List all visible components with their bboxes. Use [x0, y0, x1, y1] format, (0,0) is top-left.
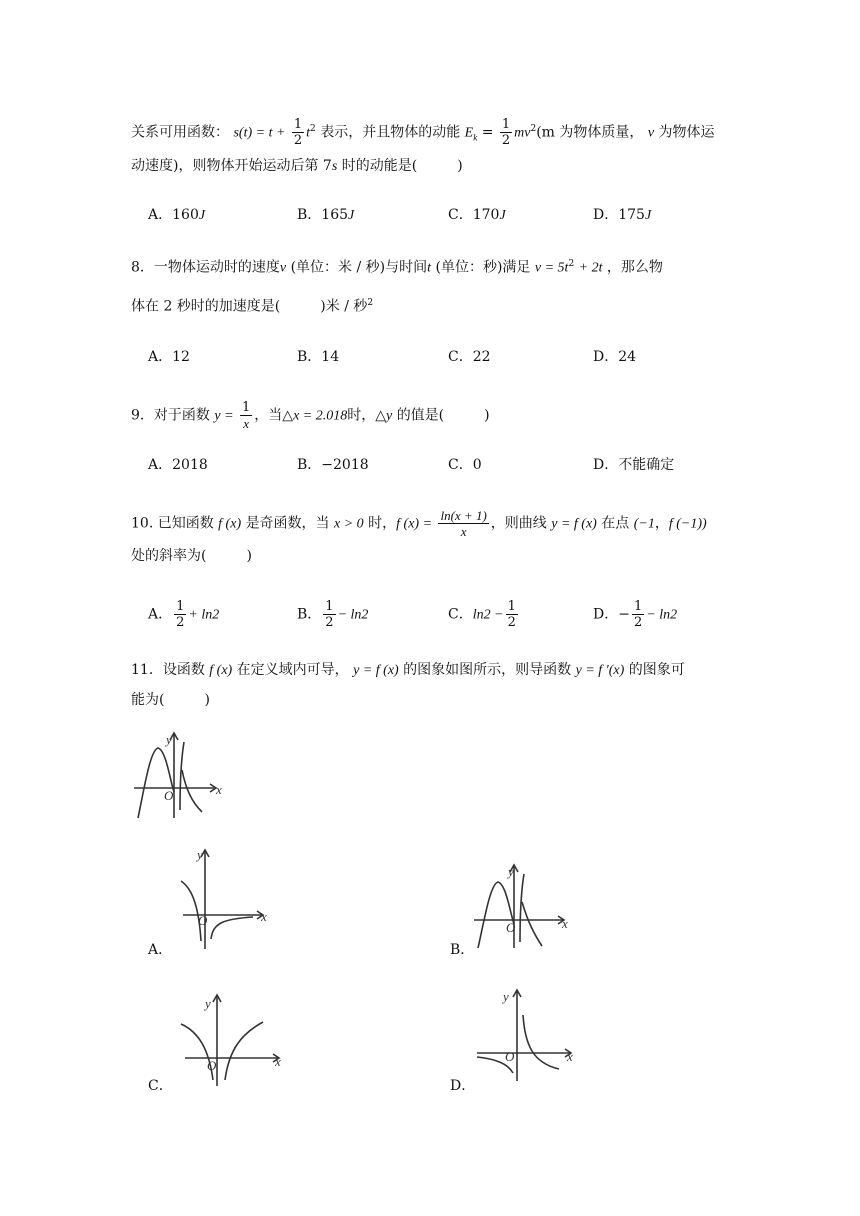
q10-option-d[interactable]: D．− $\frac{1}{2}$ − ln2 — [593, 599, 678, 630]
q10-text: 10. 已知函数 — [131, 515, 214, 532]
q8-eq: v = 5t — [534, 260, 569, 276]
svg-text:O: O — [207, 1058, 217, 1073]
q10-fx: f (x) — [218, 516, 242, 532]
svg-text:y: y — [503, 989, 509, 1004]
q7-s-expr: s(t) = t + — [233, 125, 286, 141]
q8-text3: (单位：秒)满足 — [435, 259, 531, 276]
q9-option-b[interactable]: B．−2018 — [297, 457, 369, 473]
q11-text: 11．设函数 — [131, 662, 205, 678]
q11-text3: 的图象如图所示，则导函数 — [403, 662, 572, 678]
q8-option-c[interactable]: C．22 — [448, 349, 491, 365]
q8-line2 — [131, 293, 373, 317]
svg-text:x: x — [567, 1049, 573, 1064]
q11-curve: y = f (x) — [353, 663, 399, 678]
q11-text4: 的图象可 — [628, 662, 685, 678]
q7-text: 关系可用函数： — [131, 124, 229, 141]
q9-text: 9．对于函数 — [131, 407, 210, 424]
q10-comma: ， — [654, 515, 669, 532]
q10-cond: x > 0 — [334, 516, 364, 532]
q7-ek: E — [464, 125, 474, 141]
q9-text4: 的值是( — [396, 407, 445, 424]
svg-text:O: O — [505, 1049, 515, 1064]
q9-option-a[interactable]: A．2018 — [148, 457, 208, 473]
q9-text2: ，当△ — [254, 407, 294, 424]
q11-text2: 在定义域内可导， — [236, 662, 349, 678]
svg-text:x: x — [275, 1054, 281, 1069]
q7-text2: 表示，并且物体的动能 — [320, 124, 461, 141]
q8-t: t — [427, 260, 432, 276]
q11-close: ) — [204, 692, 210, 708]
q9-y-eq: y = — [214, 408, 234, 424]
q7-eq: = — [481, 124, 494, 141]
q10-pt2: f (−1)) — [668, 516, 707, 532]
q11-deriv: y = f ′(x) — [575, 663, 625, 678]
q8-sq: 2 — [367, 298, 374, 308]
q7-close: ) — [457, 158, 463, 174]
q11-option-a-graph[interactable] — [175, 845, 275, 955]
q7-option-a[interactable]: A．160J — [148, 207, 206, 223]
q7-frac-half: $\frac{1}{2}$ — [293, 117, 303, 148]
q9-y: y — [386, 408, 393, 424]
q10-option-b[interactable]: B． $\frac{1}{2}$ − ln2 — [297, 599, 369, 630]
svg-text:x: x — [261, 909, 267, 924]
q8-option-a[interactable]: A．12 — [148, 349, 190, 365]
q11-option-b-graph[interactable] — [470, 862, 580, 952]
q8-text: 8．一物体运动时的速度 — [131, 259, 280, 276]
q10-text2: 是奇函数，当 — [245, 515, 330, 532]
q11-option-d-graph[interactable] — [475, 985, 585, 1085]
svg-text:O: O — [198, 913, 208, 928]
q8-v: v — [279, 260, 287, 276]
q10-line1 — [131, 508, 707, 539]
q8-option-b[interactable]: B．14 — [297, 349, 340, 365]
q7-option-d[interactable]: D．175J — [593, 207, 652, 223]
q10-line2-text: 处的斜率为( — [131, 548, 207, 564]
q10-close: ) — [246, 548, 252, 564]
q7-s-unit: s — [331, 159, 338, 174]
q7-option-b[interactable]: B．165J — [297, 207, 355, 223]
q10-pt1: (−1 — [633, 516, 655, 532]
svg-text:O: O — [164, 788, 174, 803]
q10-curve: y = f (x) — [551, 516, 597, 532]
q10-text4: ，则曲线 — [490, 515, 547, 532]
q11-main-graph — [130, 730, 230, 820]
q10-text3: 时， — [368, 515, 397, 532]
svg-text:y: y — [197, 847, 203, 862]
q11-option-c-graph[interactable] — [175, 990, 295, 1090]
q11-option-c-label[interactable]: C． — [148, 1078, 173, 1094]
q11-option-a-label[interactable]: A． — [148, 942, 173, 958]
q7-text4: 为物体运 — [658, 124, 715, 141]
q7-line1: 关系可用函数： s(t) = t + $\frac{1}{2}$ $t^2$ 表示，并且物体的动能 $E_k$ = $\frac{1}{2}$ $mv^2(m$ 为物体质量， v 为物体运 — [131, 117, 715, 148]
q8-eq2: + 2t — [578, 260, 603, 276]
q8-unit: )米 / 秒 — [320, 298, 368, 315]
svg-text:y: y — [205, 996, 211, 1011]
q9-option-d[interactable]: D．不能确定 — [593, 457, 675, 473]
q7-line2 — [131, 156, 463, 177]
q10-line2 — [131, 546, 252, 566]
q10-frac: $\frac{\ln(x + 1)}{x}$ — [440, 508, 487, 539]
q9-option-c[interactable]: C．0 — [448, 457, 482, 473]
q8-option-d[interactable]: D．24 — [593, 349, 637, 365]
q10-text5: 在点 — [601, 515, 630, 532]
q9-line1 — [131, 400, 490, 431]
q7-text3: (m 为物体质量， — [536, 124, 644, 141]
q11-fx: f (x) — [209, 663, 233, 678]
q11-line1 — [131, 660, 685, 681]
q7-mv: mv — [514, 125, 531, 141]
svg-text:y: y — [508, 864, 514, 879]
q10-option-a[interactable]: A． $\frac{1}{2}$ + ln2 — [148, 599, 220, 630]
q8-text2: (单位：米 / 秒)与时间 — [290, 259, 428, 276]
q9-frac: $\frac{1}{x}$ — [242, 400, 251, 431]
q10-fx2: f (x) = — [396, 516, 433, 532]
q7-v: v — [647, 125, 655, 141]
q7-frac-half2: $\frac{1}{2}$ — [501, 117, 511, 148]
q8-line2-text: 体在 2 秒时的加速度是( — [131, 298, 281, 315]
q11-option-d-label[interactable]: D． — [450, 1078, 476, 1094]
q11-line2 — [131, 690, 210, 710]
q8-text4: ，那么物 — [606, 259, 663, 276]
svg-text:O: O — [506, 920, 516, 935]
q7-line2-text: 动速度)，则物体开始运动后第 7 — [131, 158, 332, 174]
q9-dx: x = 2.018 — [293, 408, 348, 424]
q7-line2b: 时的动能是( — [341, 158, 418, 174]
q11-line2-text: 能为( — [131, 692, 165, 708]
q10-option-c[interactable]: C．ln2 − $\frac{1}{2}$ — [448, 599, 516, 630]
q8-line1: 8．一物体运动时的速度v (单位：米 / 秒)与时间t (单位：秒)满足 $v = 5t^2 + 2t$ ，那么物 — [131, 259, 663, 276]
q7-t: t — [306, 125, 311, 141]
q11-option-b-label[interactable]: B． — [450, 942, 475, 958]
svg-text:x: x — [216, 782, 222, 797]
q9-close: ) — [484, 407, 490, 424]
q7-option-c[interactable]: C．170J — [448, 207, 506, 223]
svg-text:x: x — [562, 916, 568, 931]
q7-ek-sub: k — [473, 132, 478, 143]
svg-text:y: y — [166, 732, 172, 747]
q9-text3: 时，△ — [347, 407, 387, 424]
